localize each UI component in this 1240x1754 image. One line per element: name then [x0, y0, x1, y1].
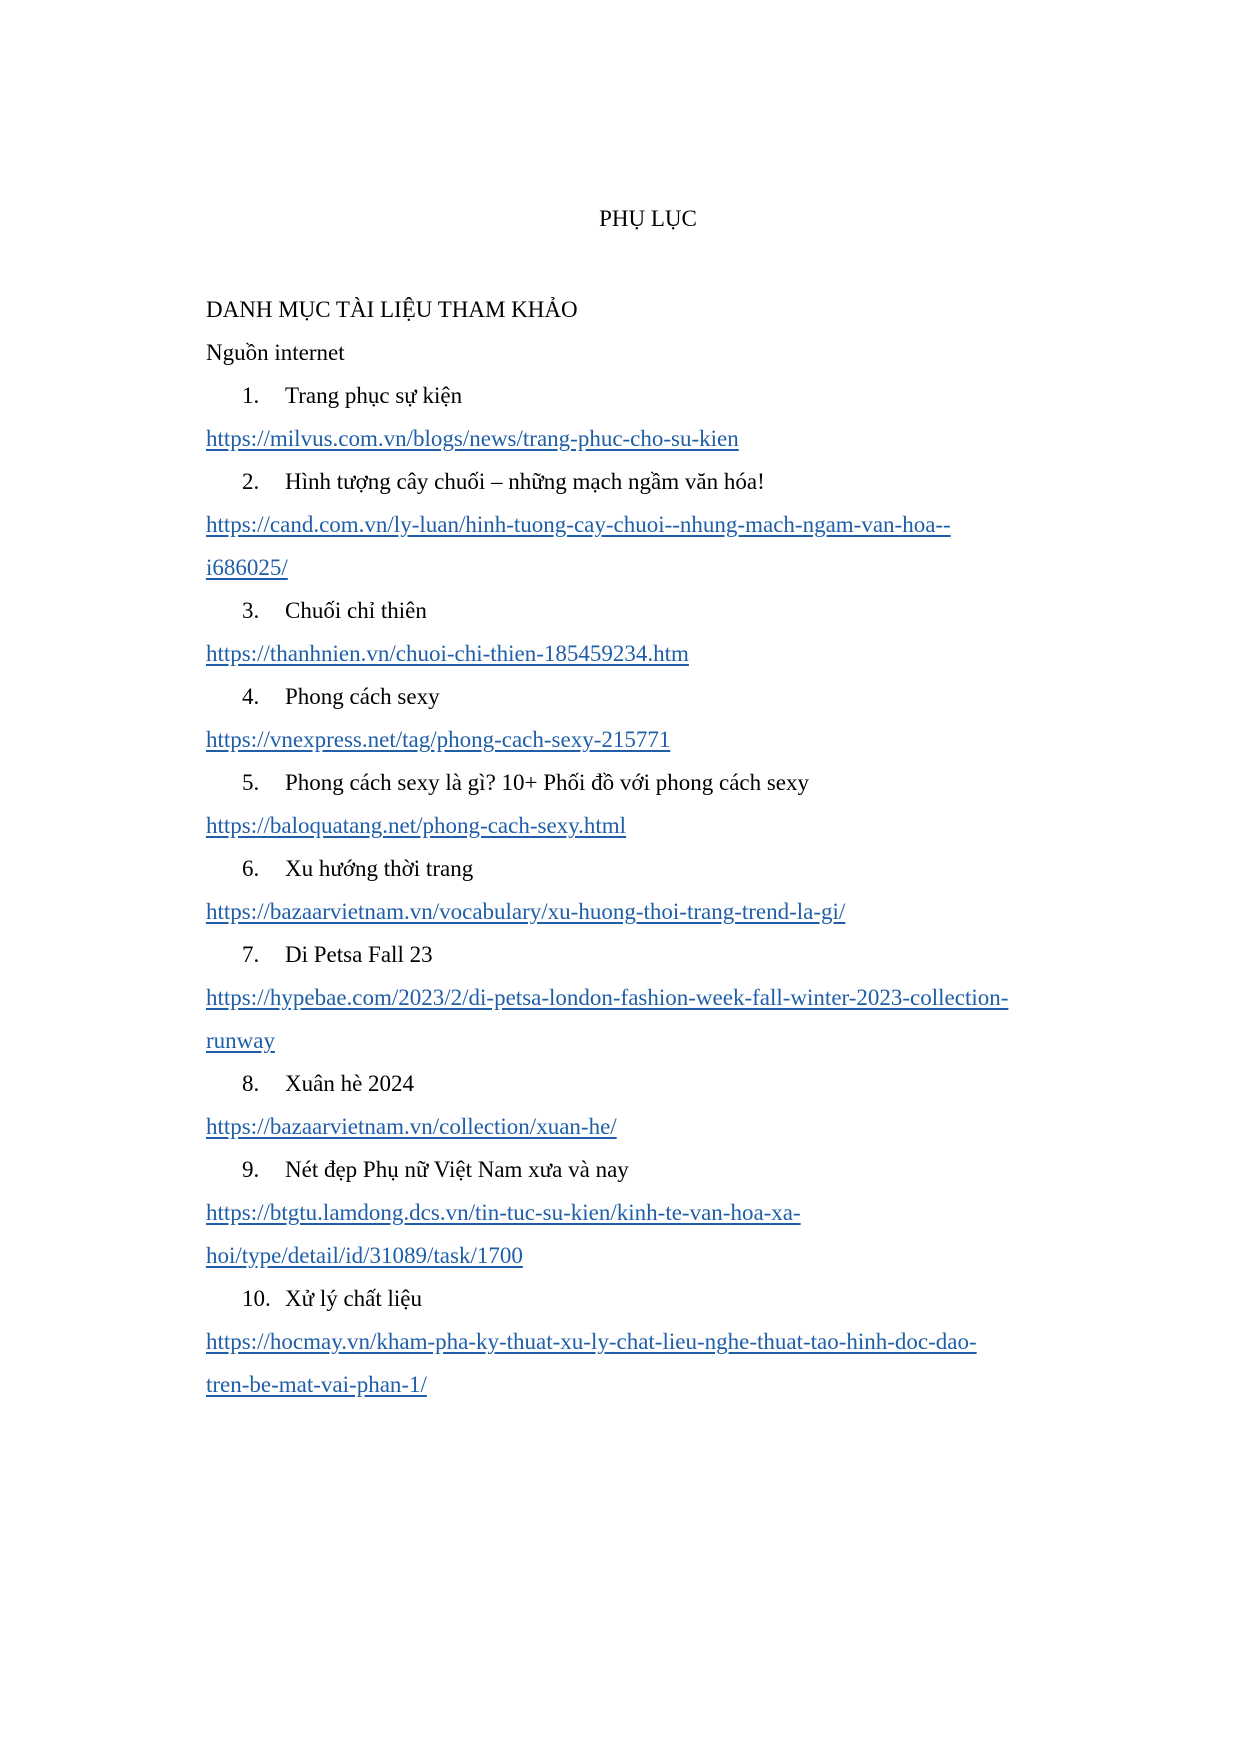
reference-link[interactable]: https://baloquatang.net/phong-cach-sexy.html	[206, 813, 627, 838]
reference-item	[206, 761, 1086, 804]
reference-link[interactable]: tren-be-mat-vai-phan-1/	[206, 1372, 427, 1397]
reference-item	[206, 675, 1086, 718]
reference-url-line	[206, 1019, 1086, 1062]
reference-url-line	[206, 718, 1086, 761]
reference-url-line	[206, 890, 1086, 933]
reference-link[interactable]: i686025/	[206, 555, 288, 580]
reference-url-line	[206, 503, 1086, 546]
reference-number: 10.	[242, 1286, 271, 1311]
reference-url-line	[206, 804, 1086, 847]
reference-url-line	[206, 632, 1086, 675]
reference-number-cell	[206, 1148, 285, 1191]
reference-link[interactable]: https://btgtu.lamdong.dcs.vn/tin-tuc-su-kien/kinh-te-van-hoa-xa-	[206, 1200, 801, 1225]
reference-link[interactable]: runway	[206, 1028, 275, 1053]
reference-number: 2.	[242, 469, 260, 494]
reference-title: Xuân hè 2024	[285, 1071, 415, 1096]
reference-item	[206, 460, 1086, 503]
reference-number: 8.	[242, 1071, 260, 1096]
reference-number: 6.	[242, 856, 260, 881]
reference-url-line	[206, 1363, 1086, 1406]
reference-title: Trang phục sự kiện	[285, 383, 463, 408]
reference-number-cell	[206, 847, 285, 890]
reference-title: Xu hướng thời trang	[285, 856, 474, 881]
reference-number-cell	[206, 761, 285, 804]
section-heading: DANH MỤC TÀI LIỆU THAM KHẢO	[206, 297, 578, 322]
reference-title: Hình tượng cây chuối – những mạch ngầm văn hóa!	[285, 469, 765, 494]
reference-title: Di Petsa Fall 23	[285, 942, 433, 967]
reference-link[interactable]: https://hocmay.vn/kham-pha-ky-thuat-xu-ly-chat-lieu-nghe-thuat-tao-hinh-doc-dao-	[206, 1329, 977, 1354]
page-title: PHỤ LỤC	[599, 206, 697, 231]
reference-number: 5.	[242, 770, 260, 795]
reference-url-line	[206, 976, 1086, 1019]
reference-number-cell	[206, 675, 285, 718]
reference-link[interactable]: https://hypebae.com/2023/2/di-petsa-london-fashion-week-fall-winter-2023-collection-	[206, 985, 1009, 1010]
reference-url-line	[206, 546, 1086, 589]
reference-number-cell	[206, 1277, 285, 1320]
reference-url-line	[206, 1320, 1086, 1363]
reference-title: Nét đẹp Phụ nữ Việt Nam xưa và nay	[285, 1157, 629, 1182]
reference-url-line	[206, 1234, 1086, 1277]
reference-title: Xử lý chất liệu	[285, 1286, 423, 1311]
reference-title: Phong cách sexy là gì? 10+ Phối đồ với phong cách sexy	[285, 770, 810, 795]
reference-link[interactable]: https://cand.com.vn/ly-luan/hinh-tuong-cay-chuoi--nhung-mach-ngam-van-hoa--	[206, 512, 951, 537]
reference-number-cell	[206, 589, 285, 632]
reference-link[interactable]: https://bazaarvietnam.vn/vocabulary/xu-huong-thoi-trang-trend-la-gi/	[206, 899, 846, 924]
reference-list	[206, 374, 1086, 1406]
reference-title: Phong cách sexy	[285, 684, 440, 709]
reference-item	[206, 933, 1086, 976]
reference-number-cell	[206, 933, 285, 976]
reference-link[interactable]: https://milvus.com.vn/blogs/news/trang-phuc-cho-su-kien	[206, 426, 739, 451]
reference-link[interactable]: https://thanhnien.vn/chuoi-chi-thien-185459234.htm	[206, 641, 689, 666]
reference-number: 3.	[242, 598, 260, 623]
reference-item	[206, 1277, 1086, 1320]
reference-number: 9.	[242, 1157, 260, 1182]
reference-item	[206, 847, 1086, 890]
reference-item	[206, 1062, 1086, 1105]
reference-item	[206, 1148, 1086, 1191]
reference-number-cell	[206, 374, 285, 417]
reference-item	[206, 374, 1086, 417]
reference-url-line	[206, 1105, 1086, 1148]
reference-url-line	[206, 417, 1086, 460]
reference-link[interactable]: https://vnexpress.net/tag/phong-cach-sexy-215771	[206, 727, 671, 752]
reference-title: Chuối chỉ thiên	[285, 598, 427, 623]
reference-link[interactable]: https://bazaarvietnam.vn/collection/xuan-he/	[206, 1114, 617, 1139]
reference-number-cell	[206, 1062, 285, 1105]
reference-link[interactable]: hoi/type/detail/id/31089/task/1700	[206, 1243, 523, 1268]
reference-url-line	[206, 1191, 1086, 1234]
reference-number-cell	[206, 460, 285, 503]
reference-number: 1.	[242, 383, 260, 408]
reference-item	[206, 589, 1086, 632]
subheading: Nguồn internet	[206, 340, 345, 365]
reference-number: 4.	[242, 684, 260, 709]
references-section	[206, 288, 1086, 1406]
reference-number: 7.	[242, 942, 260, 967]
